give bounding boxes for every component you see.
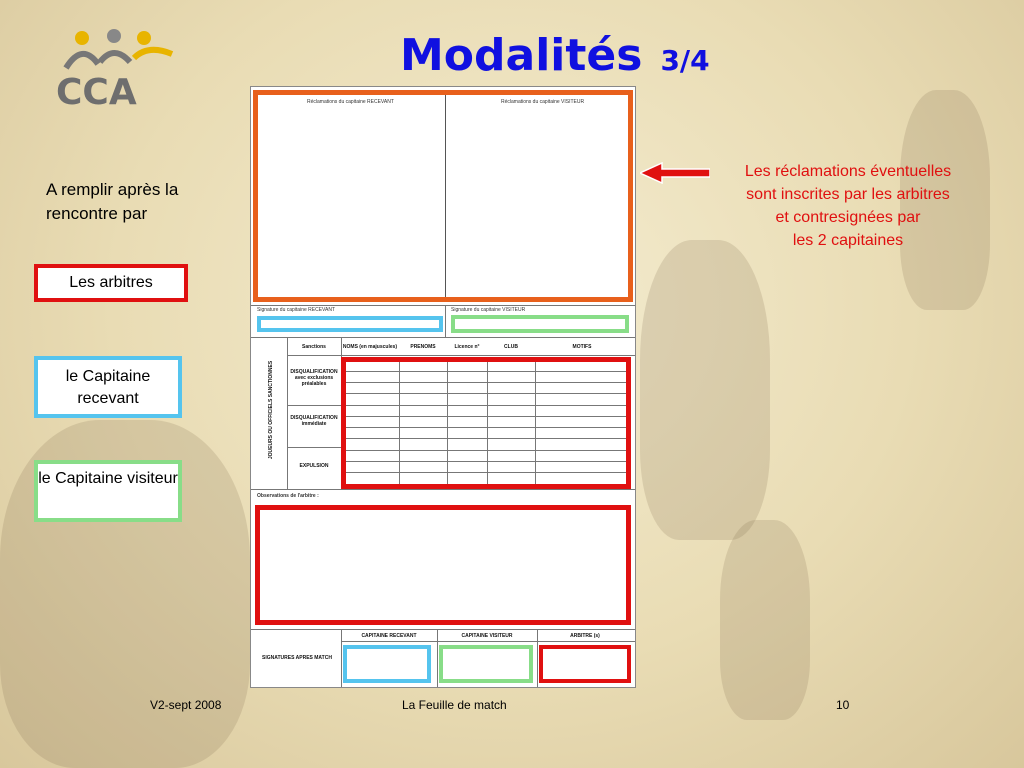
note-line: sont inscrites par les arbitres	[746, 186, 950, 203]
grid-line	[346, 461, 626, 462]
footer-date: V2-sept 2008	[150, 698, 222, 712]
grid-line	[346, 450, 626, 451]
sanctions-grid	[341, 357, 631, 489]
match-sheet	[250, 86, 636, 688]
sig-col-header: CAPITAINE VISITEUR	[461, 633, 513, 639]
col-header: Sanctions	[302, 344, 326, 350]
sig-col-header: CAPITAINE RECEVANT	[361, 633, 417, 639]
club-logo	[52, 28, 182, 110]
recl-away-label: Réclamations du capitaine VISITEUR	[501, 99, 585, 105]
footer-title: La Feuille de match	[402, 698, 507, 712]
sheet-line	[251, 337, 635, 338]
grid-line	[346, 416, 626, 417]
sheet-line	[287, 447, 341, 448]
logo-text: CCA	[56, 72, 137, 110]
left-arrow-icon	[640, 162, 710, 184]
sanction-label: EXPULSION	[299, 463, 329, 469]
grid-line	[346, 405, 626, 406]
grid-line	[346, 382, 626, 383]
grid-line	[487, 362, 488, 484]
reclamations-section	[253, 90, 633, 302]
sheet-line	[287, 355, 635, 356]
grid-line	[346, 438, 626, 439]
reclamations-note	[704, 160, 992, 252]
sig-home-box	[257, 316, 443, 332]
background-player-center	[640, 240, 770, 540]
sanction-label: DISQUALIFICATION avec exclusions préalables	[290, 369, 338, 387]
role-box-capitaine-recevant	[34, 356, 182, 418]
sheet-line	[287, 405, 341, 406]
sheet-line	[251, 305, 635, 306]
sheet-line	[445, 305, 446, 337]
background-player-bottom-right	[720, 520, 810, 720]
note-line: Les réclamations éventuelles	[744, 163, 952, 180]
sheet-line	[251, 629, 635, 630]
sheet-line	[341, 641, 635, 642]
grid-line	[535, 362, 536, 484]
sig-away-label: Signature du capitaine VISITEUR	[451, 307, 526, 313]
role-box-capitaine-visiteur	[34, 460, 182, 522]
observations-box	[255, 505, 631, 625]
note-line: et contresignées par	[775, 209, 921, 226]
sheet-line	[251, 489, 635, 490]
sig-away-box	[451, 315, 629, 333]
sig-box-capitaine-recevant	[343, 645, 431, 683]
sig-box-capitaine-visiteur	[439, 645, 533, 683]
note-line: les 2 capitaines	[792, 232, 904, 249]
observations-label: Observations de l'arbitre :	[257, 493, 319, 499]
grid-line	[399, 362, 400, 484]
sheet-line	[287, 337, 288, 489]
intro-text: A remplir après la rencontre par	[46, 180, 179, 223]
role-box-arbitres	[34, 264, 188, 302]
col-header: NOMS (en majuscules)	[342, 344, 398, 350]
reclamations-divider	[445, 95, 446, 297]
page-subtitle: 3/4	[660, 44, 710, 77]
sig-box-arbitres	[539, 645, 631, 683]
footer-page-number: 10	[836, 698, 850, 712]
role-label: le Capitaine visiteur	[38, 470, 178, 487]
col-header: PRENOMS	[410, 344, 436, 350]
sanction-label: DISQUALIFICATION immédiate	[290, 415, 338, 427]
role-label: le Capitaine recevant	[65, 368, 151, 407]
col-header: CLUB	[504, 344, 518, 350]
title-block	[400, 30, 710, 86]
recl-home-label: Réclamations du capitaine RECEVANT	[307, 99, 394, 105]
grid-line	[346, 371, 626, 372]
sig-home-label: Signature du capitaine RECEVANT	[257, 307, 336, 313]
col-header: Licence n°	[454, 344, 480, 350]
sig-col-header: ARBITRE (s)	[570, 633, 600, 639]
grid-line	[346, 427, 626, 428]
grid-line	[346, 472, 626, 473]
role-label: Les arbitres	[69, 274, 153, 291]
signatures-after-match-label: SIGNATURES APRES MATCH	[262, 655, 332, 661]
sanctioned-side-label: JOUEURS OU OFFICIELS SANCTIONNES	[268, 360, 274, 460]
page-title: Modalités	[400, 30, 643, 81]
grid-line	[346, 393, 626, 394]
col-header: MOTIFS	[572, 344, 592, 350]
grid-line	[447, 362, 448, 484]
